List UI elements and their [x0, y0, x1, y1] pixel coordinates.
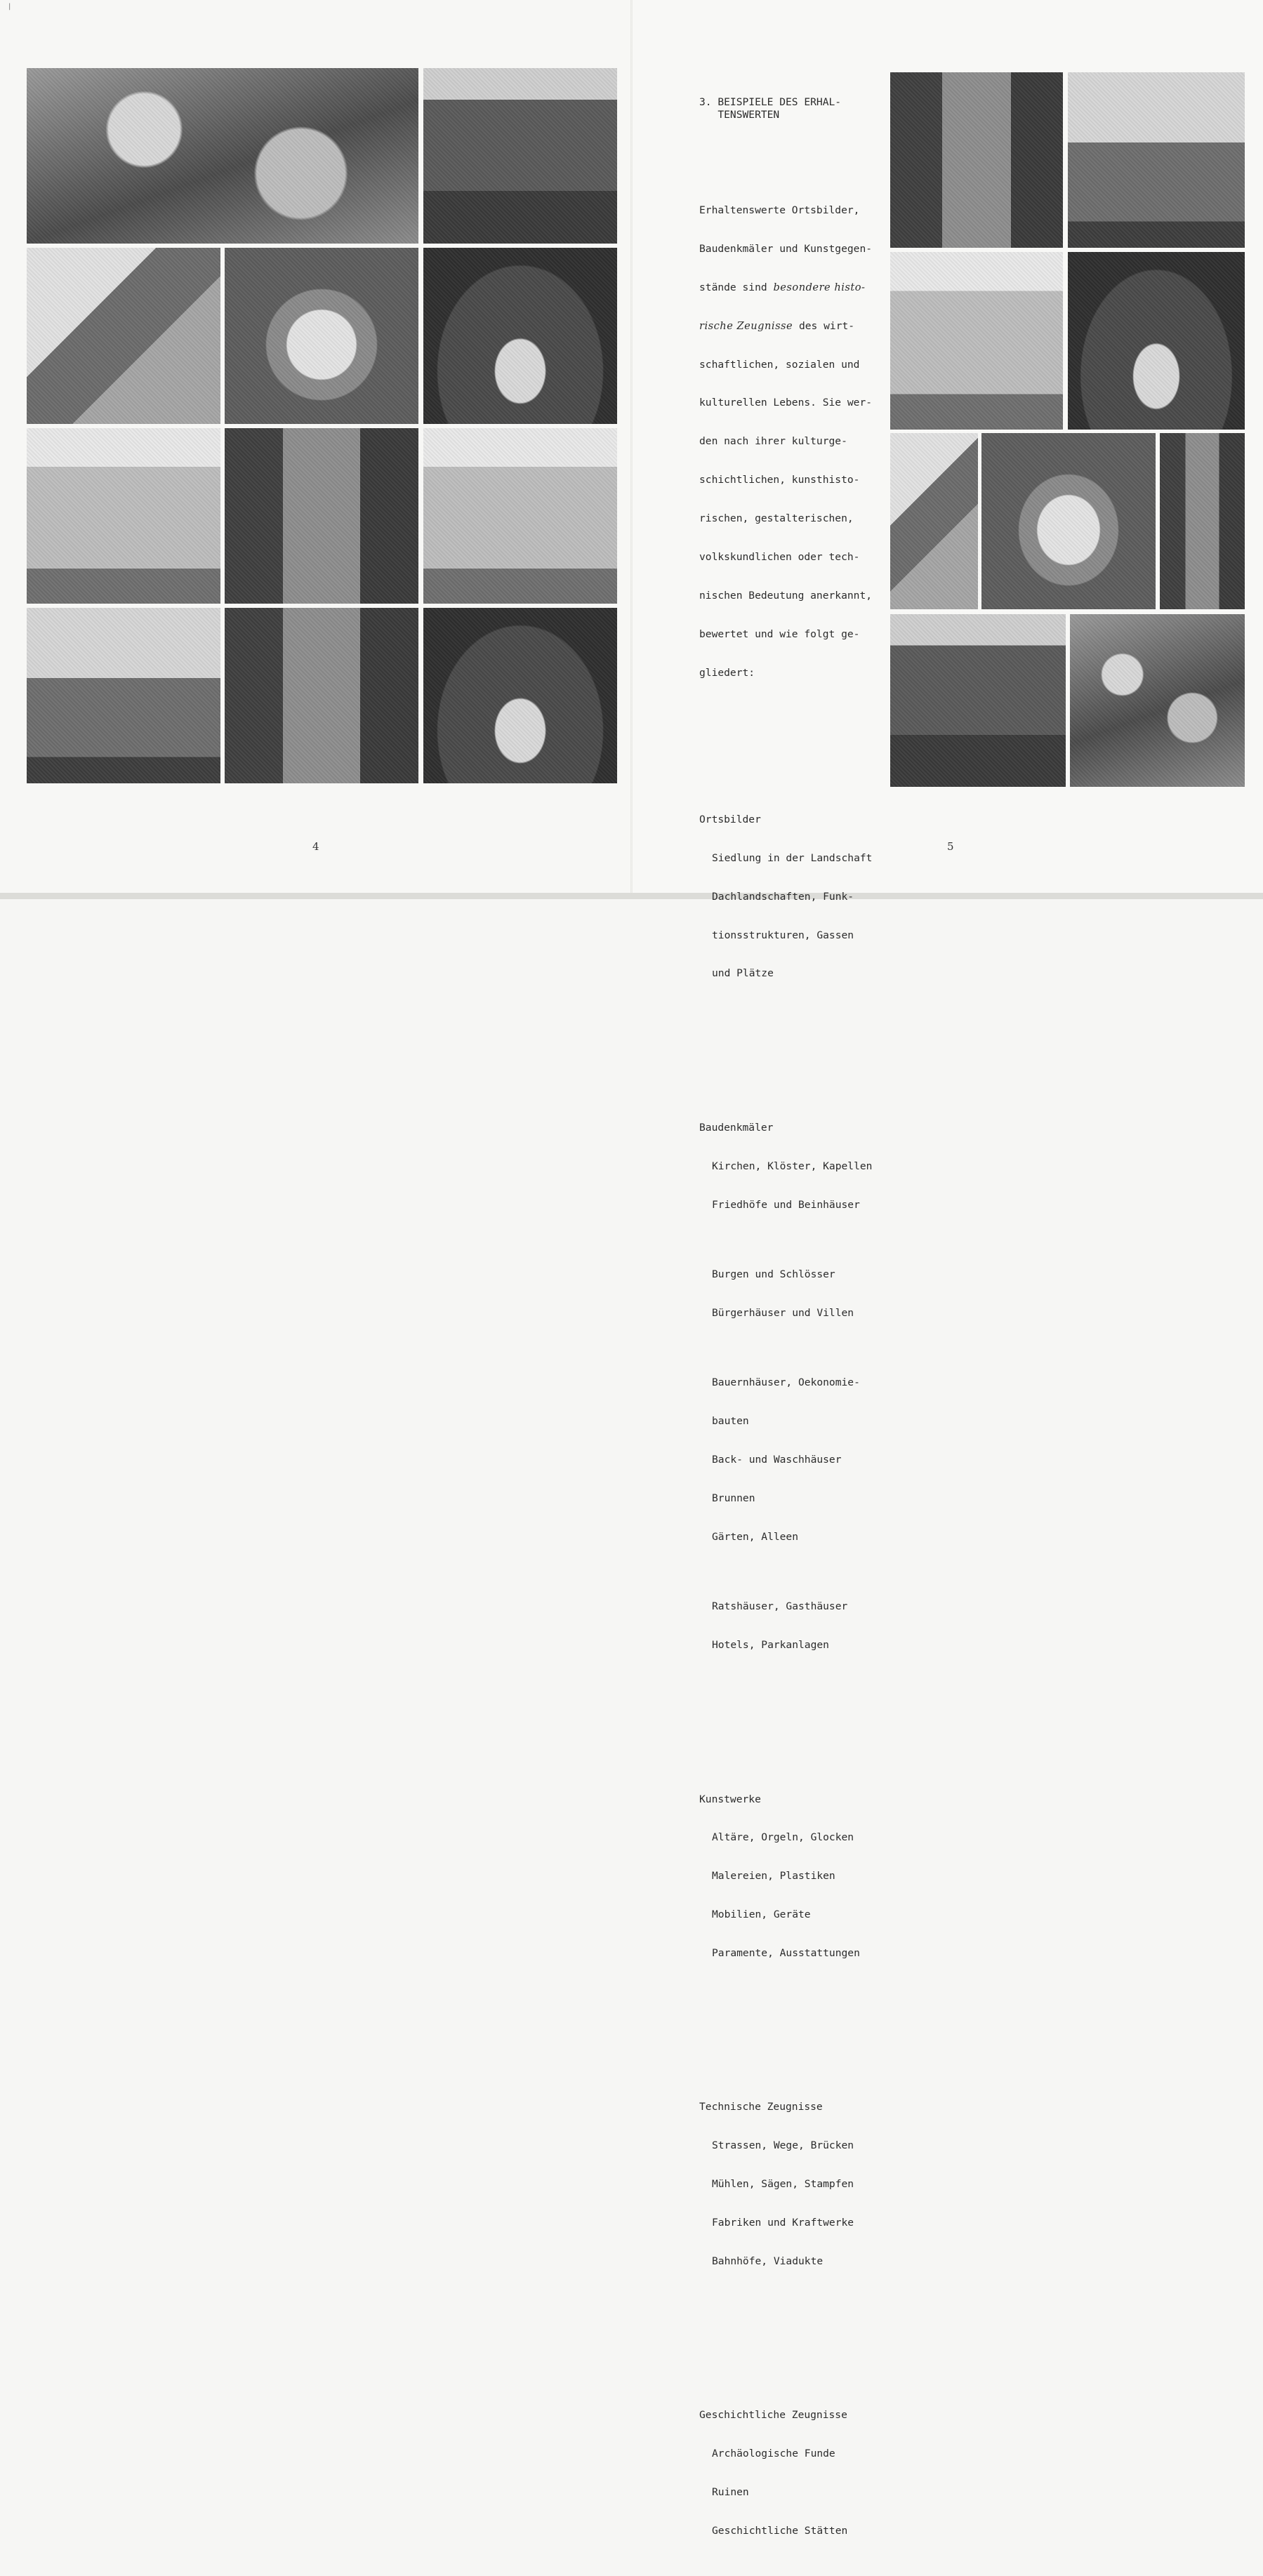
stone-fountain-photo: [423, 248, 617, 424]
shuttered-house-photo: [423, 428, 617, 604]
intro-paragraph: Erhaltenswerte Ortsbilder, Baudenkmäler und Kunstgegen- stände sind besondere histo- rische Zeugnisse des wirt- schaftlichen, sozialen und kulturellen Lebens. Sie wer- den nach ihrer kulturge- schichtlichen, kunsthisto- rischen, gestalterischen, volkskundlichen oder tech- nischen Bedeutung anerkannt, bewertet und wie folgt ge- gliedert:: [699, 204, 873, 679]
gothic-altar-photo: [981, 433, 1156, 609]
church-bell-photo: [1068, 252, 1245, 430]
ornamental-garden-photo: [225, 248, 418, 424]
category-ortsbilder: Ortsbilder Siedlung in der Landschaft Dachlandschaften, Funk- tionsstrukturen, Gassen und Plätze: [699, 788, 889, 1006]
page-number-left: 4: [312, 840, 319, 853]
vaulted-hallway-photo: [423, 608, 617, 783]
village-rooftops-photo: [27, 68, 418, 244]
castle-tower-photo: [890, 72, 1063, 248]
category-kunstwerke: Kunstwerke Altäre, Orgeln, Glocken Malereien, Plastiken Mobilien, Geräte Paramente, Ausstattungen: [699, 1767, 889, 1986]
category-title: Baudenkmäler: [699, 1121, 774, 1134]
category-baudenkmaeler: Baudenkmäler Kirchen, Klöster, Kapellen Friedhöfe und Beinhäuser Burgen und Schlösser Bürgerhäuser und Villen Bauernhäuser, Oekonomie- bauten Back- und Waschhäuser Brunnen Gärten, Alleen Ratshäuser, Gasthäuser Hotels, Parkanlagen: [699, 1096, 889, 1678]
category-title: Technische Zeugnisse: [699, 2101, 823, 2113]
page-bottom-edge: [0, 893, 1263, 899]
page-number-right: 5: [947, 840, 954, 853]
iron-key-lock-photo: [890, 433, 978, 609]
wooden-farmhouse-photo: [423, 68, 617, 244]
villa-facade-photo: [27, 428, 220, 604]
carved-door-cabinet-photo: [225, 608, 418, 783]
ossuary-building-photo: [890, 252, 1063, 430]
fresco-figures-photo: [1070, 614, 1245, 787]
emphasized-text: besondere histo-: [773, 281, 866, 293]
saint-statue-photo: [1160, 433, 1245, 609]
category-technische-zeugnisse: Technische Zeugnisse Strassen, Wege, Brücken Mühlen, Sägen, Stampfen Fabriken und Kraftwerke Bahnhöfe, Viadukte: [699, 2076, 889, 2294]
section-heading: 3. BEISPIELE DES ERHAL- TENSWERTEN: [699, 95, 842, 121]
chapel-with-spire-photo: [1068, 72, 1245, 248]
village-street-photo: [225, 428, 418, 604]
barn-with-balconies-photo: [27, 608, 220, 783]
text-column: [699, 70, 889, 2576]
category-title: Geschichtliche Zeugnisse: [699, 2409, 847, 2422]
category-geschichtliche-zeugnisse: Geschichtliche Zeugnisse Archäologische Funde Ruinen Geschichtliche Stätten: [699, 2384, 889, 2563]
scan-mark: |: [8, 3, 11, 11]
category-title: Ortsbilder: [699, 813, 761, 825]
category-title: Kunstwerke: [699, 1793, 761, 1805]
emphasized-text: rische Zeugnisse: [699, 319, 793, 332]
covered-bridge-river-photo: [27, 248, 220, 424]
book-fold: [630, 0, 633, 899]
pipe-organ-photo: [890, 614, 1066, 787]
